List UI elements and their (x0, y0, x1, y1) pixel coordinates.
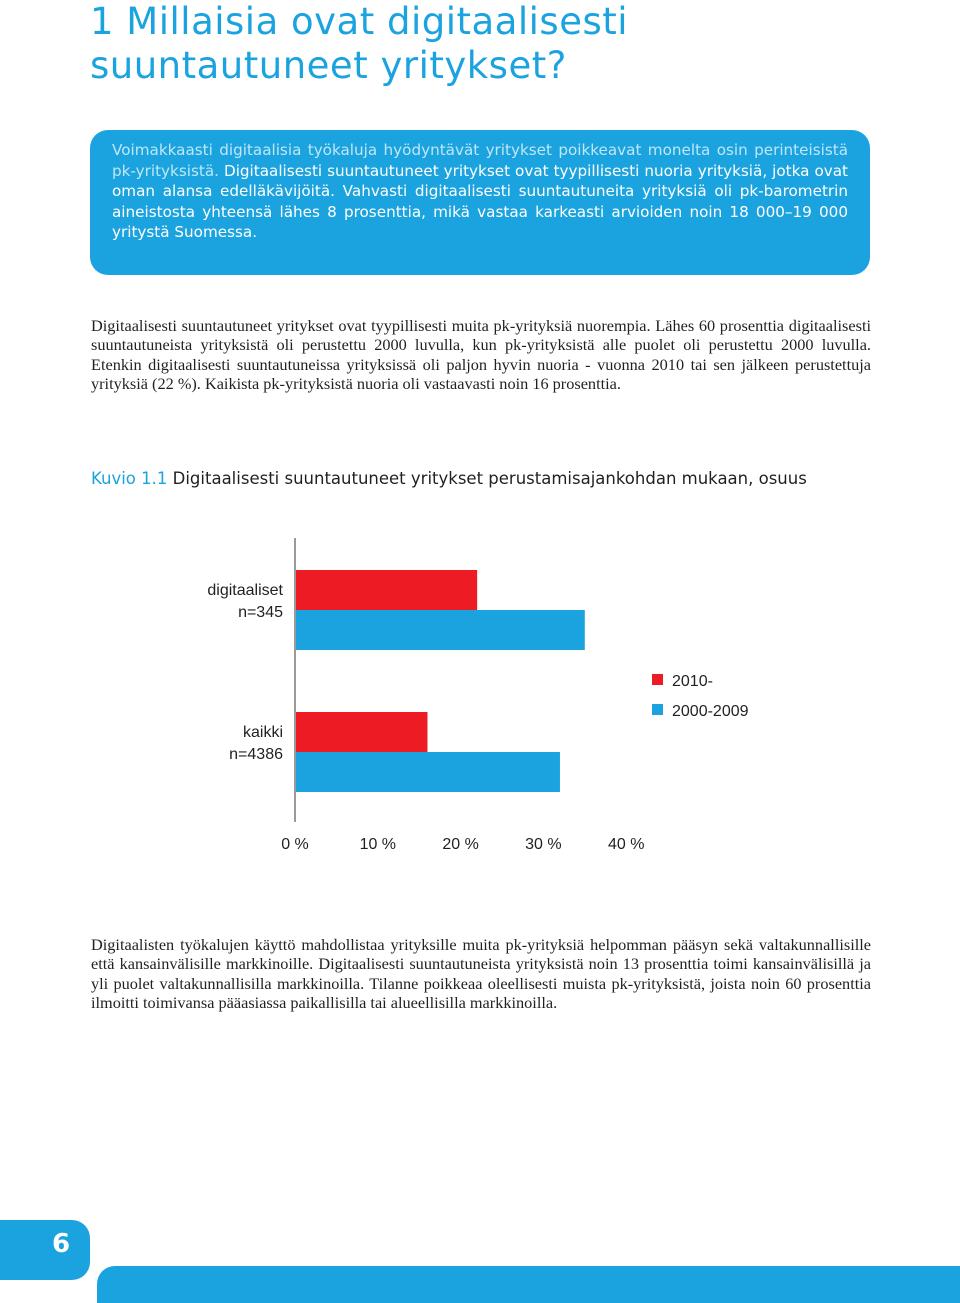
page-number: 6 (52, 1229, 71, 1259)
paragraph-age: Digitaalisesti suuntautuneet yritykset ovat tyypillisesti muita pk-yrityksiä nuorempia. Lähes 60 prosenttia digitaalisesti suuntautuneista yrityksistä oli perustettu 2000 luvulla, kun pk-yrityksistä alle puolet oli perustettu 2000 luvulla. Etenkin digitaalisesti suuntautuneissa yrityksissä oli paljon hyvin nuoria - vuonna 2010 tai sen jälkeen perustettuja yrityksiä (22 %). Kaikista pk-yrityksistä nuoria oli vastaavasti noin 16 prosenttia. (91, 316, 871, 394)
x-tick-label: 0 % (281, 836, 309, 853)
category-label: digitaaliset (207, 582, 283, 599)
bar-digitaaliset-blue (295, 610, 585, 650)
legend-label: 2010- (672, 673, 713, 690)
x-tick-label: 30 % (525, 836, 562, 853)
page-number-tab (0, 1220, 90, 1280)
figure-title: Digitaalisesti suuntautuneet yritykset perustamisajankohdan mukaan, osuus (172, 469, 807, 488)
category-count: n=345 (238, 604, 283, 621)
bottom-band (97, 1266, 960, 1303)
bar-kaikki-red (295, 712, 427, 752)
x-tick-label: 20 % (442, 836, 479, 853)
callout-lead: Voimakkaasti digitaalisia työkaluja hyödyntävät yritykset poikkeavat monelta osin perinteisistä pk-yrityksistä. (112, 141, 848, 180)
legend-swatch (652, 674, 663, 685)
x-tick-label: 40 % (607, 836, 645, 853)
page-title-line1: 1 Millaisia ovat digitaalisesti (90, 0, 629, 43)
page-title-line2: suuntautuneet yritykset? (90, 44, 567, 87)
bar-kaikki-blue (295, 752, 560, 792)
category-label: kaikki (242, 724, 283, 741)
legend-swatch (652, 704, 663, 715)
figure-number: Kuvio 1.1 (91, 469, 168, 488)
x-tick-label: 10 % (359, 836, 397, 853)
bar-digitaaliset-red (295, 570, 477, 610)
legend-label: 2000-2009 (672, 703, 749, 720)
callout-body: Digitaalisesti suuntautuneet yritykset ovat tyypillisesti nuoria yrityksiä, jotka ovat oman alansa edelläkävijöitä. Vahvasti digitaalisesti suuntautuneita yrityksiä oli pk-barometrin aineistosta yhteensä lähes 8 prosenttia, mikä vastaa karkeasti arvioiden noin 18 000–19 000 yritystä Suomessa. (112, 161, 849, 242)
category-count: n=4386 (229, 746, 283, 763)
paragraph-markets: Digitaalisten työkalujen käyttö mahdollistaa yrityksille muita pk-yrityksiä helpomman pääsyn sekä valtakunnallisille että kansainvälisille markkinoille. Digitaalisesti suuntautuneista yrityksistä noin 13 prosenttia toimi kansainvälisillä ja yli puolet valtakunnallisilla markkinoilla. Tilanne poikkeaa oleellisesti muista pk-yrityksistä, joista noin 60 prosenttia ilmoitti toimivansa pääasiassa paikallisilla tai alueellisilla markkinoilla. (91, 935, 871, 1013)
